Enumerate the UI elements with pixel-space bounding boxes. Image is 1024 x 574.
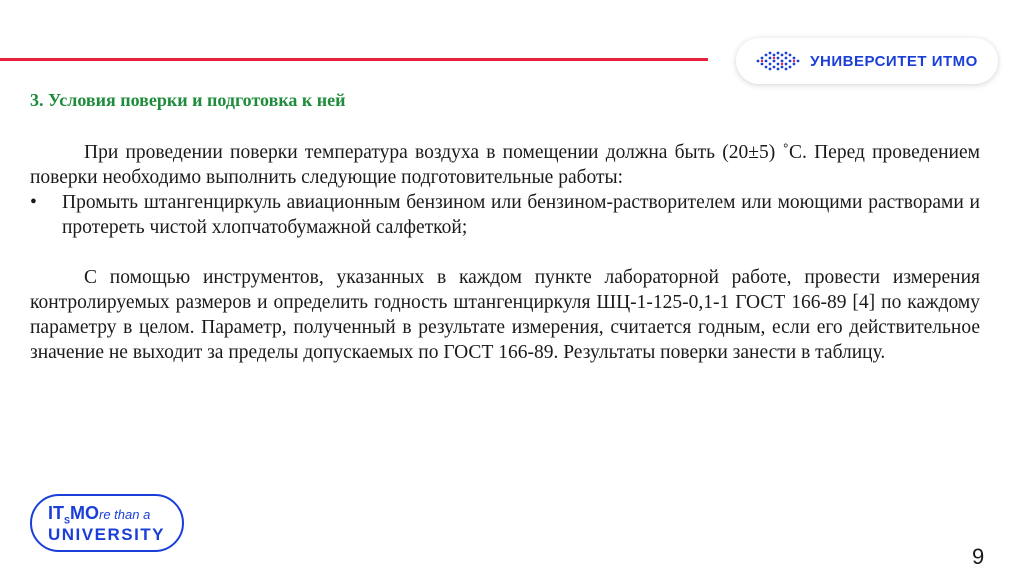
badge-script: re than a <box>99 507 151 522</box>
badge-top-it: IT <box>48 503 64 523</box>
preparation-list <box>30 190 980 240</box>
badge-top-small: S <box>64 515 71 526</box>
list-item-text: Промыть штангенциркуль авиационным бензином или бензином-растворителем или моющими растворами и протереть чистой хлопчатобумажной салфеткой; <box>62 192 980 238</box>
itmo-header-logo <box>736 38 998 84</box>
itmo-dots-icon <box>756 50 802 72</box>
badge-bottom-line: UNIVERSITY <box>48 525 166 544</box>
section-heading: 3. Условия поверки и подготовка к ней <box>30 90 346 110</box>
paragraph-procedure: С помощью инструментов, указанных в каждом пункте лабораторной работе, провести измерения контролируемых размеров и определить годность штангенциркуля ШЦ-1-125-0,1-1 ГОСТ 166-89 [4] по каждому параметру в целом. Параметр, полученный в результате измерения, считается годным, если его действительное значение не выходит за пределы допускаемых по ГОСТ 166-89. Результаты поверки занести в таблицу. <box>30 267 980 363</box>
badge-top-mo: MO <box>70 503 100 523</box>
header-rule <box>0 58 708 61</box>
body-text <box>30 140 980 365</box>
itmo-logo-text: УНИВЕРСИТЕТ ИТМО <box>810 52 978 70</box>
bullet-icon: • <box>30 192 37 213</box>
list-item <box>30 190 980 240</box>
paragraph-conditions: При проведении поверки температура воздуха в помещении должна быть (20±5) ˚С. Перед проведением поверки необходимо выполнить следующие подготовительные работы: <box>30 142 980 188</box>
page-number: 9 <box>972 544 985 569</box>
itmo-university-badge <box>30 494 184 552</box>
